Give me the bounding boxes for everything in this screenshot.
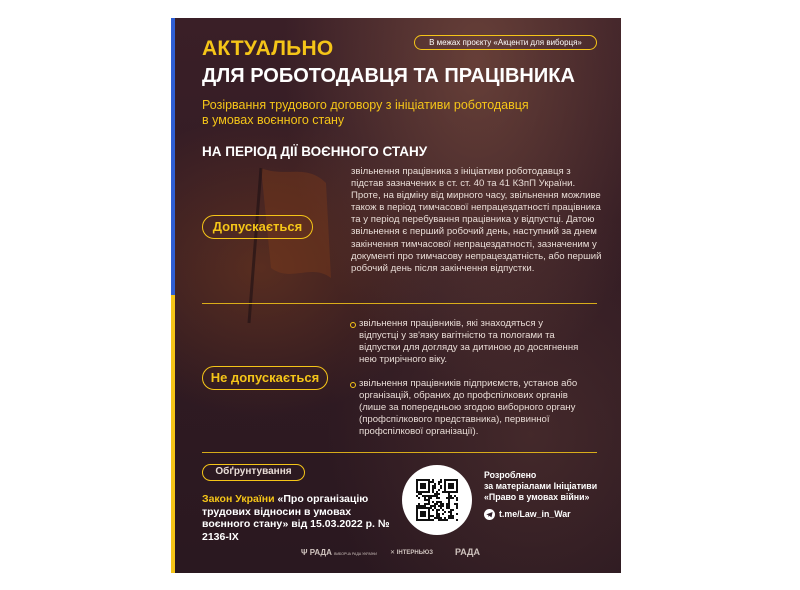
qr-code-icon [402,465,472,535]
credits-line3: «Право в умовах війни» [484,492,590,502]
title-line2: ДЛЯ РОБОТОДАВЦЯ ТА ПРАЦІВНИКА [202,65,575,87]
law-text [202,493,402,543]
period-heading: НА ПЕРІОД ДІЇ ВОЄННОГО СТАНУ [202,144,428,159]
not-allowed-item-2: звільнення працівників підприємств, установ або організацій, обраних до профспілкових органів (лише за попередньою згодою виборного органу (профспілкового представника), первинної профспілкової організації). [359,378,578,438]
telegram-link[interactable]: t.me/Law_in_War [499,509,571,519]
law-body: «Про організацію трудових відносин в умовах воєнного стану» від 15.03.2022 р. № 2136-IX [202,493,390,543]
telegram-icon [484,509,495,520]
law-prefix: Закон України [202,493,275,505]
poster [171,18,621,573]
credits-line1: Розроблено [484,470,537,480]
flag-stripe-yellow [171,295,175,573]
qr-code-badge [402,465,472,535]
internews-icon: ✕ [390,550,396,556]
justification-label: Обґрунтування [202,464,305,481]
divider-2 [202,452,597,453]
bullet-1 [350,322,356,328]
footer-logo-rada [301,548,377,557]
not-allowed-label: Не допускається [202,366,328,390]
trident-icon: Ψ [301,548,308,557]
subtitle-line1: Розірвання трудового договору з ініціативи роботодавця [202,98,529,112]
not-allowed-item-1: звільнення працівників, які знаходяться у відпустці у зв'язку вагітністю та пологами та відпустки для догляду за дитиною до досягнення нею трирічного віку. [359,318,579,366]
divider-1 [202,303,597,304]
flag-stripe-blue [171,18,175,295]
allowed-label: Допускається [202,215,313,239]
bullet-2 [350,382,356,388]
project-badge: В межах проєкту «Акценти для виборця» [414,35,597,50]
credits-line2: за матеріалами Ініціативи [484,481,598,491]
footer-logo2-text: ІНТЕРНЬЮЗ [396,550,433,556]
footer-logo-rada2: РАДА [455,547,480,557]
footer-logo1-text: РАДА [309,548,332,557]
title-line1: АКТУАЛЬНО [202,37,334,60]
footer-logo-internews [390,549,433,556]
allowed-text: звільнення працівника з ініціативи роботодавця з підстав зазначених в ст. ст. 40 та 41 КЗпП України. Проте, на відміну від мирного часу, звільнення можливе також в період тимчасової непрацездатності працівника та у період перебування працівника у відпустці. Датою звільнення є перший робочий день, наступний за днем закінчення тимчасової непрацездатності, зазначеним у документі про тимчасову непрацездатність, або перший робочий день після закінчення відпустки. [351,166,602,274]
subtitle-line2: в умовах воєнного стану [202,113,345,127]
footer-logo1-small: ВИБОРЧА РАДА УКРАЇНИ [334,552,377,556]
